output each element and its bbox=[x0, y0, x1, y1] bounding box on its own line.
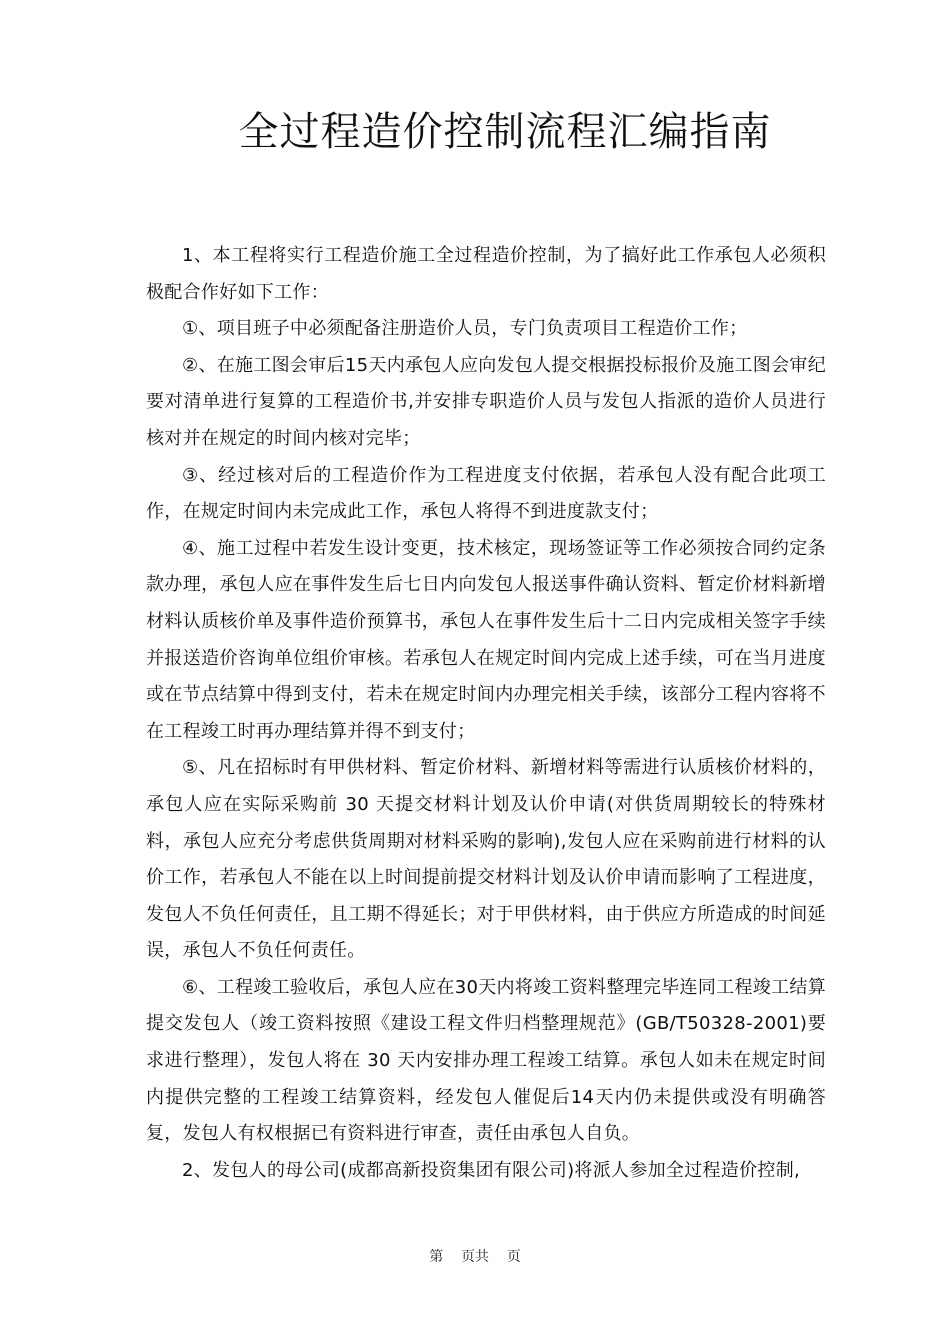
paragraph-item-2: ②、在施工图会审后15天内承包人应向发包人提交根据投标报价及施工图会审纪要对清单进行复算的工程造价书,并安排专职造价人员与发包人指派的造价人员进行核对并在规定的时间内核对完毕； bbox=[146, 354, 826, 449]
document-body bbox=[146, 238, 826, 1189]
paragraph-item-3: ③、经过核对后的工程造价作为工程进度支付依据，若承包人没有配合此项工作，在规定时间内未完成此工作，承包人将得不到进度款支付； bbox=[146, 464, 826, 523]
paragraph-item-5: ⑤、凡在招标时有甲供材料、暂定价材料、新增材料等需进行认质核价材料的，承包人应在实际采购前 30 天提交材料计划及认价申请(对供货周期较长的特殊材料，承包人应充分考虑供货周期对材料采购的影响),发包人应在采购前进行材料的认价工作，若承包人不能在以上时间提前提交材料计划及认价申请而影响了工程进度，发包人不负任何责任，且工期不得延长；对于甲供材料，由于供应方所造成的时间延误，承包人不负任何责任。 bbox=[146, 757, 826, 962]
paragraph-clause-2: 2、发包人的母公司(成都高新投资集团有限公司)将派人参加全过程造价控制, bbox=[182, 1159, 801, 1181]
page-footer: 第 页共 页 bbox=[429, 1249, 521, 1265]
paragraph-clause-1: 1、本工程将实行工程造价施工全过程造价控制，为了搞好此工作承包人必须积极配合作好如下工作： bbox=[146, 245, 826, 303]
paragraph-item-1: ①、项目班子中必须配备注册造价人员，专门负责项目工程造价工作； bbox=[182, 318, 748, 340]
document-title: 全过程造价控制流程汇编指南 bbox=[238, 109, 772, 155]
paragraph-item-4: ④、施工过程中若发生设计变更，技术核定，现场签证等工作必须按合同约定条款办理，承包人应在事件发生后七日内向发包人报送事件确认资料、暂定价材料新增材料认质核价单及事件造价预算书，承包人在事件发生后十二日内完成相关签字手续并报送造价咨询单位组价审核。若承包人在规定时间内完成上述手续，可在当月进度或在节点结算中得到支付，若未在规定时间内办理完相关手续，该部分工程内容将不在工程竣工时再办理结算并得不到支付； bbox=[146, 537, 826, 742]
paragraph-item-6: ⑥、工程竣工验收后，承包人应在30天内将竣工资料整理完毕连同工程竣工结算提交发包人（竣工资料按照《建设工程文件归档整理规范》(GB/T50328-2001)要求进行整理），发包人将在 30 天内安排办理工程竣工结算。承包人如未在规定时间内提供完整的工程竣工结算资料，经发包人催促后14天内仍未提供或没有明确答复，发包人有权根据已有资料进行审查，责任由承包人自负。 bbox=[146, 976, 826, 1145]
